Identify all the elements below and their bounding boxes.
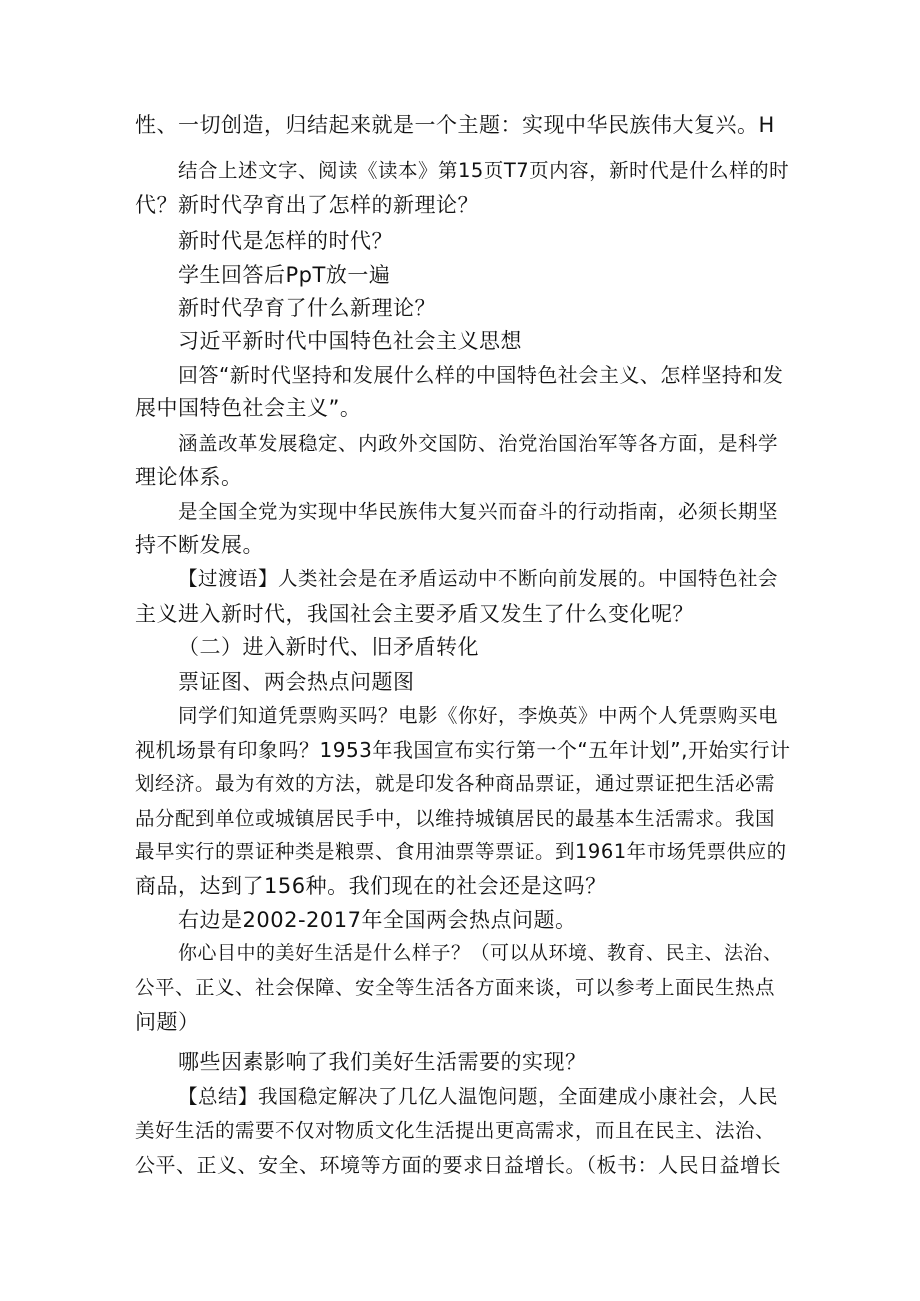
text-line: 代？新时代孕育出了怎样的新理论？ <box>135 193 479 217</box>
text-line: 票证图、两会热点问题图 <box>178 670 415 694</box>
text-line: 你心目中的美好生活是什么样子？（可以从环境、教育、民主、法治、 <box>178 942 783 964</box>
text-line: 同学们知道凭票购买吗？电影《你好，李焕英》中两个人凭票购买电 <box>178 704 779 727</box>
text-line: 商品，达到了156种。我们现在的社会还是这吗？ <box>135 874 607 898</box>
text-line: 公平、正义、安全、环境等方面的要求日益增长。（板书：人民日益增长 <box>135 1153 781 1177</box>
text-line: 新时代孕育了什么新理论？ <box>178 296 436 320</box>
text-line: 哪些因素影响了我们美好生活需要的实现？ <box>178 1050 587 1074</box>
text-line: 【过渡语】人类社会是在矛盾运动中不断向前发展的。中国特色社会 <box>178 567 779 590</box>
text-line: 回答“新时代坚持和发展什么样的中国特色社会主义、怎样坚持和发 <box>178 363 784 387</box>
text-line: 理论体系。 <box>135 465 243 489</box>
text-line: 最早实行的票证种类是粮票、食用油票等票证。到1961年市场凭票供应的 <box>135 840 787 863</box>
section-heading: （二）进入新时代、旧矛盾转化 <box>178 635 479 659</box>
text-line: 结合上述文字、阅读《读本》第15页T7页内容，新时代是什么样的时 <box>178 159 790 182</box>
text-line: 涵盖改革发展稳定、内政外交国防、治党治国治军等各方面，是科学 <box>178 432 779 455</box>
text-line: 划经济。最为有效的方法，就是印发各种商品票证，通过票证把生活必需 <box>135 772 776 795</box>
text-line: 视机场景有印象吗？1953年我国宣布实行第一个“五年计划”,开始实行计 <box>135 738 791 762</box>
text-line: 【总结】我国稳定解决了几亿人温饱问题，全面建成小康社会，人民 <box>178 1085 779 1108</box>
text-line: 习近平新时代中国特色社会主义思想 <box>178 329 522 353</box>
text-line: 问题） <box>135 1010 200 1034</box>
text-line: 品分配到单位或城镇居民手中，以维持城镇居民的最基本生活需求。我国 <box>135 807 776 830</box>
text-line: 展中国特色社会主义”。 <box>135 396 362 420</box>
text-line: 公平、正义、社会保障、安全等生活各方面来谈，可以参考上面民生热点 <box>135 976 776 999</box>
text-line: 右边是2002-2017年全国两会热点问题。 <box>178 908 577 932</box>
text-line: 是全国全党为实现中华民族伟大复兴而奋斗的行动指南，必须长期坚 <box>178 500 779 523</box>
text-line: 性、一切创造，归结起来就是一个主题：实现中华民族伟大复兴。H <box>135 113 775 137</box>
text-line: 学生回答后PpT放一遍 <box>178 263 391 287</box>
text-line: 新时代是怎样的时代？ <box>178 229 393 253</box>
text-line: 持不断发展。 <box>135 533 264 557</box>
text-line: 主义进入新时代，我国社会主要矛盾又发生了什么变化呢？ <box>135 602 694 626</box>
text-line: 美好生活的需要不仅对物质文化生活提出更高需求，而且在民主、法治、 <box>135 1119 776 1142</box>
